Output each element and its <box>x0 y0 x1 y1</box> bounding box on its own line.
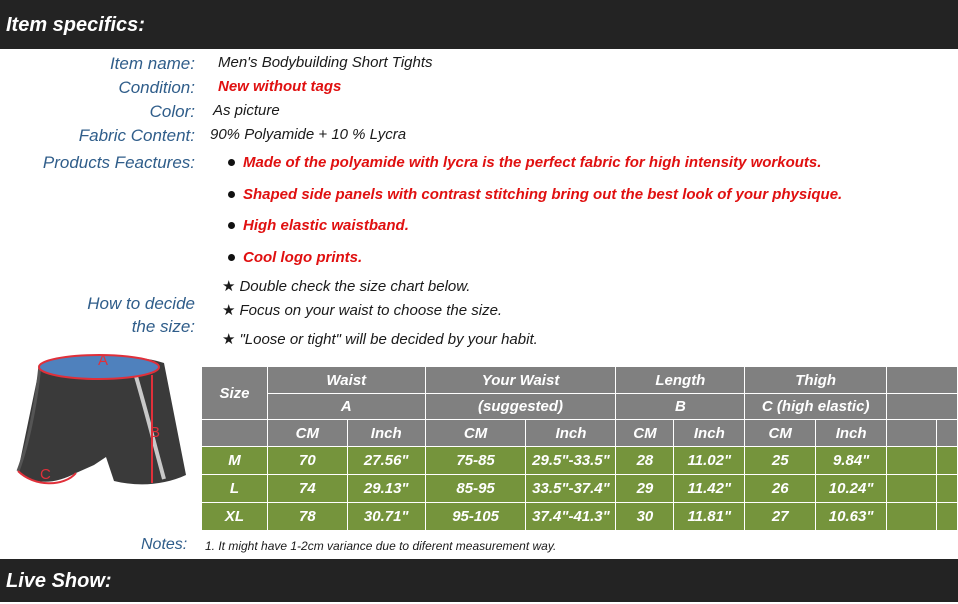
unit-header-blank <box>202 420 268 447</box>
length-header: Length <box>616 367 745 394</box>
cell-empty <box>936 503 957 531</box>
condition-label: Condition: <box>118 78 195 97</box>
cell-length-inch: 11.02" <box>674 447 745 475</box>
size-guide-label-line2: the size: <box>131 317 195 336</box>
cell-waist-inch: 27.56" <box>347 447 425 475</box>
cell-your-waist-cm: 95-105 <box>425 503 526 531</box>
cell-length-inch: 11.81" <box>674 503 745 531</box>
cell-waist-inch: 30.71" <box>347 503 425 531</box>
feature-item: High elastic waistband. <box>228 217 409 234</box>
cell-empty <box>936 475 957 503</box>
size-header: Size <box>202 367 268 420</box>
thigh-header: Thigh <box>745 367 887 394</box>
cell-thigh-inch: 9.84" <box>816 447 887 475</box>
cell-thigh-cm: 26 <box>745 475 816 503</box>
bullet-icon <box>228 159 235 166</box>
cell-waist-cm: 74 <box>267 475 347 503</box>
size-tip: ★ "Loose or tight" will be decided by your habit. <box>222 331 538 348</box>
bullet-icon <box>228 222 235 229</box>
features-label: Products Feactures: <box>42 153 195 172</box>
cell-your-waist-inch: 29.5"-33.5" <box>526 447 616 475</box>
item-name-value: Men's Bodybuilding Short Tights <box>218 54 433 71</box>
cell-thigh-inch: 10.24" <box>816 475 887 503</box>
your-waist-header: Your Waist <box>425 367 616 394</box>
feature-item: Cool logo prints. <box>228 249 362 266</box>
size-tip: ★ Focus on your waist to choose the size. <box>222 302 503 319</box>
your-waist-subheader: (suggested) <box>425 394 616 420</box>
table-row <box>202 447 958 475</box>
cell-length-cm: 29 <box>616 475 674 503</box>
size-guide-label <box>40 294 195 337</box>
cell-thigh-cm: 27 <box>745 503 816 531</box>
condition-value: New without tags <box>218 78 342 95</box>
cell-thigh-inch: 10.63" <box>816 503 887 531</box>
fabric-label: Fabric Content: <box>78 126 195 145</box>
cell-empty <box>887 503 937 531</box>
cell-length-inch: 11.42" <box>674 475 745 503</box>
item-name-label: Item name: <box>109 54 195 73</box>
unit-header-inch: Inch <box>674 420 745 447</box>
notes-label: Notes: <box>141 536 188 553</box>
size-guide-label-line1: How to decide <box>87 294 195 313</box>
unit-header-inch: Inch <box>347 420 425 447</box>
cell-waist-cm: 70 <box>267 447 347 475</box>
live-show-header: Live Show: <box>0 559 958 602</box>
unit-header-cm: CM <box>745 420 816 447</box>
size-chart-table <box>201 366 958 531</box>
cell-empty <box>887 447 937 475</box>
cell-your-waist-inch: 37.4"-41.3" <box>526 503 616 531</box>
bullet-icon <box>228 191 235 198</box>
empty-subheader <box>887 394 958 420</box>
star-icon: ★ <box>222 331 236 348</box>
star-icon: ★ <box>222 302 236 319</box>
cell-size: XL <box>202 503 268 531</box>
cell-your-waist-cm: 75-85 <box>425 447 526 475</box>
unit-header-inch: Inch <box>816 420 887 447</box>
unit-header-empty <box>887 420 937 447</box>
cell-length-cm: 28 <box>616 447 674 475</box>
unit-header-inch: Inch <box>526 420 616 447</box>
bullet-icon <box>228 254 235 261</box>
color-value: As picture <box>213 102 280 119</box>
cell-your-waist-inch: 33.5"-37.4" <box>526 475 616 503</box>
diagram-label-b: B <box>150 424 161 441</box>
waist-header: Waist <box>267 367 425 394</box>
cell-empty <box>936 447 957 475</box>
length-subheader: B <box>616 394 745 420</box>
unit-header-empty <box>936 420 957 447</box>
empty-header <box>887 367 958 394</box>
cell-size: M <box>202 447 268 475</box>
color-label: Color: <box>149 102 195 121</box>
waist-subheader: A <box>267 394 425 420</box>
cell-empty <box>887 475 937 503</box>
table-row <box>202 475 958 503</box>
diagram-label-a: A <box>98 352 109 369</box>
table-row <box>202 503 958 531</box>
shorts-diagram <box>14 345 194 493</box>
unit-header-cm: CM <box>425 420 526 447</box>
unit-header-cm: CM <box>267 420 347 447</box>
cell-your-waist-cm: 85-95 <box>425 475 526 503</box>
feature-item: Made of the polyamide with lycra is the perfect fabric for high intensity workouts. <box>228 154 821 171</box>
item-specifics-header: Item specifics: <box>0 0 958 49</box>
cell-thigh-cm: 25 <box>745 447 816 475</box>
cell-size: L <box>202 475 268 503</box>
thigh-subheader: C (high elastic) <box>745 394 887 420</box>
star-icon: ★ <box>222 278 236 295</box>
diagram-label-c: C <box>40 466 51 483</box>
notes-text: 1. It might have 1-2cm variance due to diferent measurement way. <box>205 539 557 553</box>
unit-header-cm: CM <box>616 420 674 447</box>
fabric-value: 90% Polyamide + 10 % Lycra <box>210 126 407 143</box>
cell-waist-inch: 29.13" <box>347 475 425 503</box>
cell-length-cm: 30 <box>616 503 674 531</box>
cell-waist-cm: 78 <box>267 503 347 531</box>
size-tip: ★ Double check the size chart below. <box>222 278 471 295</box>
feature-item: Shaped side panels with contrast stitching bring out the best look of your physique. <box>228 186 842 203</box>
